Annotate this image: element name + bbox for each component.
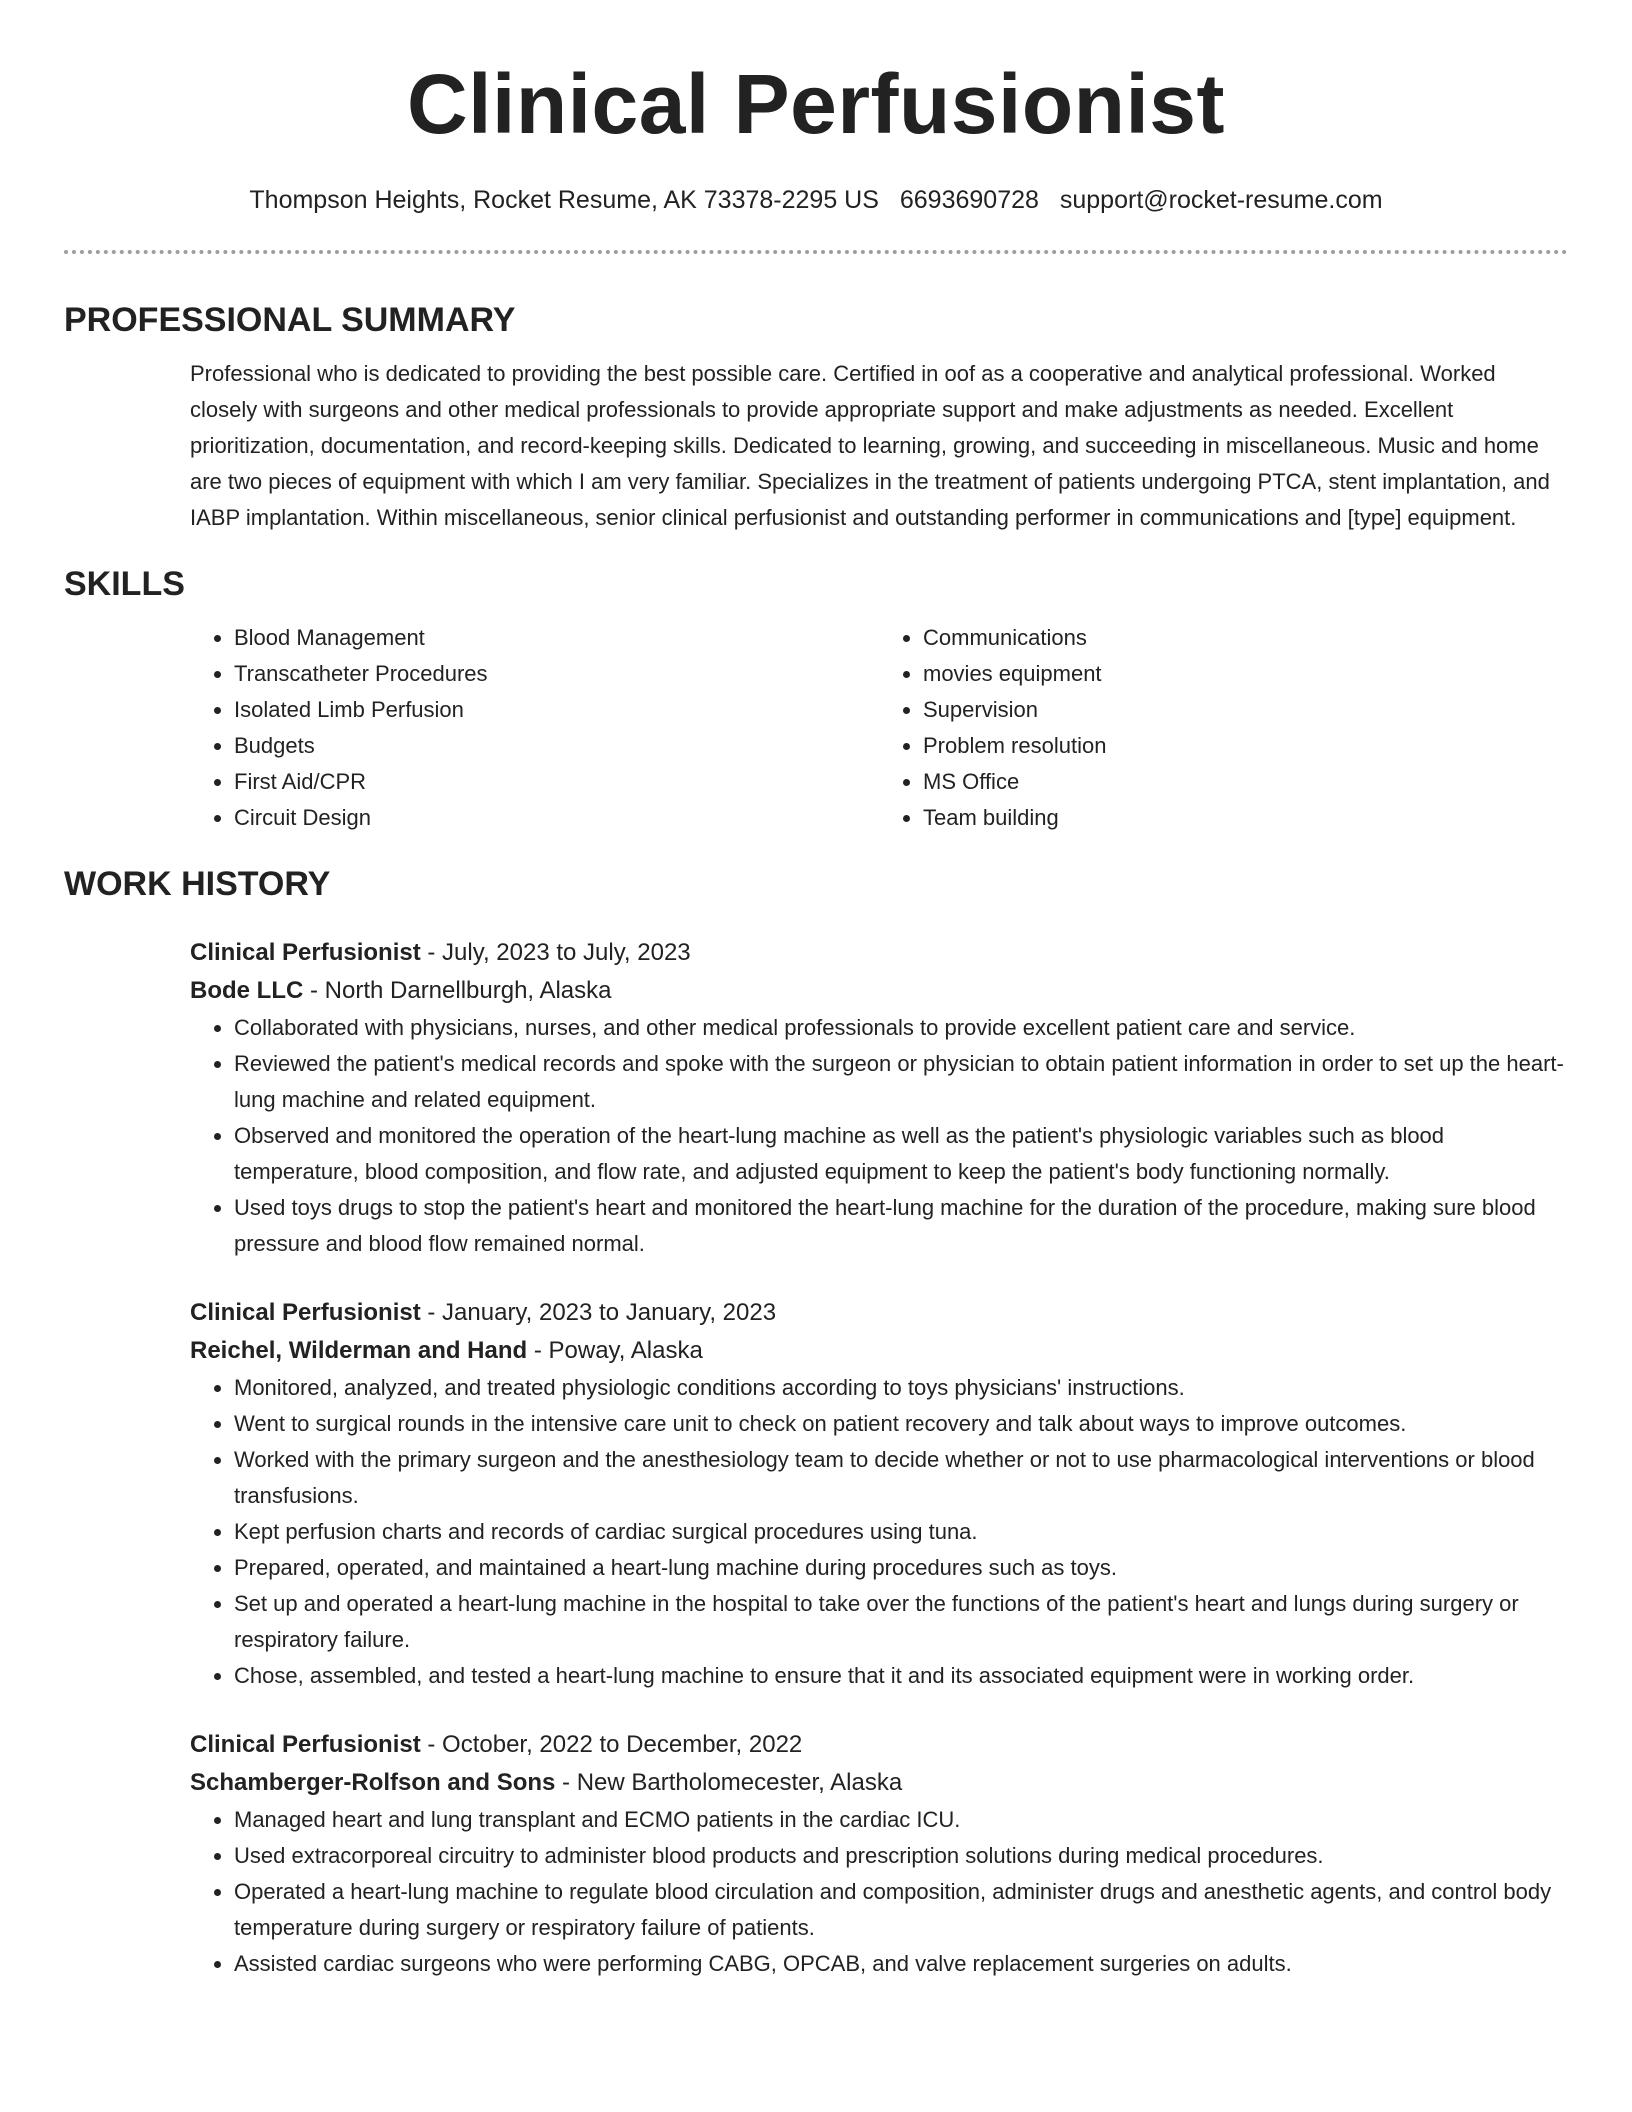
skill-item: • Transcatheter Procedures — [234, 656, 879, 692]
job-dates: - January, 2023 to January, 2023 — [420, 1299, 777, 1326]
job-bullet: • Operated a heart-lung machine to regulate blood circulation and composition, administer drugs and anesthetic agents, and control body temperature during surgery or respiratory failure of patients. — [234, 1874, 1568, 1946]
job-company-line — [190, 1332, 1568, 1370]
job-location: - North Darnellburgh, Alaska — [303, 977, 612, 1004]
job-title-line — [190, 1294, 1568, 1332]
contact-address: Thompson Heights, Rocket Resume, AK 73378-2295 US — [249, 186, 879, 214]
job-title: Clinical Perfusionist — [190, 939, 421, 966]
job-bullet: • Kept perfusion charts and records of cardiac surgical procedures using tuna. — [234, 1514, 1568, 1550]
resume-page — [64, 0, 1568, 2014]
job-bullet: • Used extracorporeal circuitry to administer blood products and prescription solutions during medical procedures. — [234, 1838, 1568, 1874]
job-bullet: • Prepared, operated, and maintained a heart-lung machine during procedures such as toys. — [234, 1550, 1568, 1586]
skill-item: • movies equipment — [923, 656, 1568, 692]
job-bullet: • Used toys drugs to stop the patient's heart and monitored the heart-lung machine for the duration of the procedure, making sure blood pressure and blood flow remained normal. — [234, 1190, 1568, 1262]
skill-item: • Blood Management — [234, 620, 879, 656]
contact-line — [64, 182, 1568, 218]
skill-item: • Communications — [923, 620, 1568, 656]
summary-section — [64, 298, 1568, 536]
header-divider — [64, 250, 1568, 254]
skill-item: • Circuit Design — [234, 800, 879, 836]
job-bullets — [190, 1370, 1568, 1694]
contact-phone: 6693690728 — [899, 186, 1039, 214]
job-entry — [190, 934, 1568, 1262]
skill-item: • Budgets — [234, 728, 879, 764]
skill-item: • Team building — [923, 800, 1568, 836]
skill-item: • Isolated Limb Perfusion — [234, 692, 879, 728]
job-entry — [190, 1726, 1568, 1982]
work-heading: WORK HISTORY — [64, 865, 331, 903]
skill-item: • Problem resolution — [923, 728, 1568, 764]
summary-heading: PROFESSIONAL SUMMARY — [64, 301, 516, 339]
skill-item: • Supervision — [923, 692, 1568, 728]
job-company: Schamberger-Rolfson and Sons — [190, 1769, 556, 1796]
skill-item: • First Aid/CPR — [234, 764, 879, 800]
job-title-line — [190, 1726, 1568, 1764]
job-list — [190, 934, 1568, 1982]
job-bullets — [190, 1802, 1568, 1982]
skills-right-list — [879, 620, 1568, 836]
job-company-line — [190, 1764, 1568, 1802]
job-title: Clinical Perfusionist — [190, 1299, 421, 1326]
job-company: Bode LLC — [190, 977, 304, 1004]
job-company-line — [190, 972, 1568, 1010]
job-title-line — [190, 934, 1568, 972]
skills-heading: SKILLS — [64, 565, 185, 603]
job-entry — [190, 1294, 1568, 1694]
job-bullet: • Chose, assembled, and tested a heart-lung machine to ensure that it and its associated equipment were in working order. — [234, 1658, 1568, 1694]
job-title: Clinical Perfusionist — [190, 1731, 421, 1758]
resume-title: Clinical Perfusionist — [406, 57, 1225, 151]
summary-text: Professional who is dedicated to providing the best possible care. Certified in oof as a cooperative and analytical professional. Worked closely with surgeons and other medical professionals to provide appropriate support and make adjustments as needed. Excellent prioritization, documentation, and record-keeping skills. Dedicated to learning, growing, and succeeding in miscellaneous. Music and home are two pieces of equipment with which I am very familiar. Specializes in the treatment of patients undergoing PTCA, stent implantation, and IABP implantation. Within miscellaneous, senior clinical perfusionist and outstanding performer in communications and [type] equipment. — [190, 361, 1550, 530]
job-bullet: • Observed and monitored the operation of the heart-lung machine as well as the patient's physiologic variables such as blood temperature, blood composition, and flow rate, and adjusted equipment to keep the patient's body functioning normally. — [234, 1118, 1568, 1190]
job-dates: - July, 2023 to July, 2023 — [420, 939, 691, 966]
skill-item: • MS Office — [923, 764, 1568, 800]
job-company: Reichel, Wilderman and Hand — [190, 1337, 528, 1364]
job-bullet: • Set up and operated a heart-lung machine in the hospital to take over the functions of the patient's heart and lungs during surgery or respiratory failure. — [234, 1586, 1568, 1658]
job-location: - New Bartholomecester, Alaska — [555, 1769, 903, 1796]
job-bullet: • Managed heart and lung transplant and ECMO patients in the cardiac ICU. — [234, 1802, 1568, 1838]
job-bullet: • Collaborated with physicians, nurses, and other medical professionals to provide excellent patient care and service. — [234, 1010, 1568, 1046]
skills-columns — [190, 620, 1568, 836]
job-bullet: • Went to surgical rounds in the intensive care unit to check on patient recovery and talk about ways to improve outcomes. — [234, 1406, 1568, 1442]
contact-email: support@rocket-resume.com — [1059, 186, 1383, 214]
job-location: - Poway, Alaska — [527, 1337, 703, 1364]
job-dates: - October, 2022 to December, 2022 — [420, 1731, 803, 1758]
job-bullet: • Reviewed the patient's medical records and spoke with the surgeon or physician to obtain patient information in order to set up the heart-lung machine and related equipment. — [234, 1046, 1568, 1118]
job-bullet: • Worked with the primary surgeon and the anesthesiology team to decide whether or not to use pharmacological interventions or blood transfusions. — [234, 1442, 1568, 1514]
job-bullet: • Monitored, analyzed, and treated physiologic conditions according to toys physicians' instructions. — [234, 1370, 1568, 1406]
skills-left-list — [190, 620, 879, 836]
skills-section — [64, 562, 1568, 836]
job-bullet: • Assisted cardiac surgeons who were performing CABG, OPCAB, and valve replacement surgeries on adults. — [234, 1946, 1568, 1982]
work-section — [64, 862, 1568, 1982]
job-bullets — [190, 1010, 1568, 1262]
